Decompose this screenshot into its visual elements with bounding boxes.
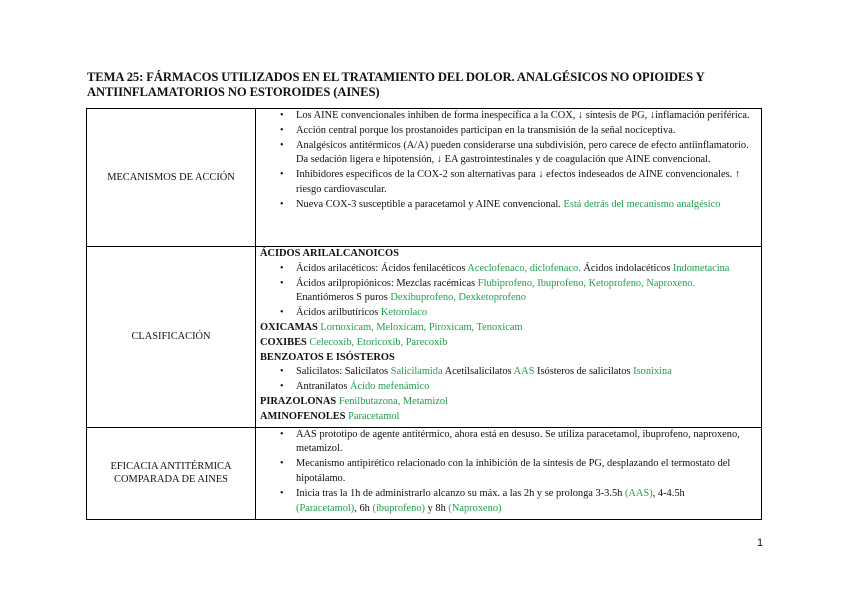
item-text: Ácidos arilbutíricos [296,307,379,319]
row-content-eficacia [256,427,762,519]
mecanismos-list [260,109,755,213]
drug-names: (AAS) [624,487,653,499]
drug-names: Paracetamol [348,410,400,422]
drug-names: (Paracetamol) [296,502,355,514]
list-item [296,306,755,321]
drug-names: AAS [513,366,535,378]
table-row-mecanismos [87,109,762,247]
drug-names: Flubiprofeno, Ibuprofeno, Ketoprofeno, Naproxeno. [477,277,696,289]
list-item [296,365,755,380]
drug-names: Ácido mefenámico [349,381,430,393]
drug-names: (ibuprofeno) [372,502,425,514]
group-heading: ÁCIDOS ARILALCANOICOS [260,248,399,259]
drug-names: (Naproxeno) [448,502,502,514]
list-item: • Mecanismo antipirético relacionado con la inhibición de la síntesis de PG, desplazando el termostato del hipotálamo. [296,457,755,487]
green-note: Está detrás del mecanismo analgésico [563,198,721,210]
item-text: Ácidos arilpropiónicos: Mezclas racémicas [296,277,476,289]
group-heading: AMINOFENOLES [260,410,346,422]
list-item: • Acción central porque los prostanoides participan en la transmisión de la señal nociceptiva. [296,124,755,139]
row-content-clasificacion [256,247,762,428]
drug-names: Fenilbutazona, Metamizol [338,395,448,407]
drug-names: Dexibuprofeno, Dexketoprofeno [390,292,527,304]
item-text: Salicilatos: Salicilatos [296,366,389,378]
group-heading: PIRAZOLONAS [260,395,337,407]
acidos-list [260,262,755,321]
page-number: 1 [757,537,764,549]
group-heading: OXICAMAS [260,321,318,333]
eficacia-list [260,428,755,517]
table-row-clasificacion [87,247,762,428]
coxibes-line [260,336,755,351]
drug-names: Lornoxicam, Meloxicam, Piroxicam, Tenoxicam [320,321,523,333]
row-label-mecanismos: MECANISMOS DE ACCIÓN [87,109,256,247]
item-text: , 6h [354,502,370,514]
list-item: • AAS prototipo de agente antitérmico, ahora está en desuso. Se utiliza paracetamol, ibuprofeno, naproxeno, metamizol. [296,428,755,458]
list-item: • Analgésicos antitérmicos (A/A) pueden considerarse una subdivisión, pero carece de efecto antiinflamatorio. Da sedación ligera e hipotensión, ↓ EA gastrointestinales y de coagulación que AINE convencional. [296,139,755,169]
item-text: Ácidos indolacéticos [583,262,671,274]
row-content-mecanismos [256,109,762,247]
list-item [296,277,755,307]
summary-table [86,108,762,520]
oxicamas-line [260,321,755,336]
list-item [296,487,755,517]
table-row-eficacia [87,427,762,519]
drug-names: Salicilamida [390,366,443,378]
item-text: , 4-4.5h [652,487,685,499]
list-item: • Inhibidores específicos de la COX-2 son alternativas para ↓ efectos indeseados de AINE convencionales. ↑ riesgo cardiovascular. [296,168,755,198]
benzoatos-list [260,365,755,395]
row-label-clasificacion: CLASIFICACIÓN [87,247,256,428]
list-item-text: Nueva COX-3 susceptible a paracetamol y AINE convencional. [296,198,561,210]
item-text: Inicia tras la 1h de administrarlo alcanzo su máx. a las 2h y se prolonga 3-3.5h [296,487,623,499]
item-text: Antranilatos [296,381,348,393]
drug-names: Indometacina [672,262,730,274]
item-text: y 8h [427,502,446,514]
drug-names: Aceclofenaco, diclofenaco. [467,262,581,274]
item-text: Isósteros de salicilatos [537,366,631,378]
pirazolonas-line [260,395,755,410]
page-title: TEMA 25: FÁRMACOS UTILIZADOS EN EL TRATAMIENTO DEL DOLOR. ANALGÉSICOS NO OPIOIDES Y ANTIINFLAMATORIOS NO ESTOROIDES (AINES) [87,70,705,99]
aminofenoles-line [260,410,755,425]
drug-names: Celecoxib, Etoricoxib, Parecoxib [309,336,448,348]
group-heading: COXIBES [260,336,307,348]
item-text: Enantiómeros S puros [296,292,388,304]
list-item [296,380,755,395]
list-item [296,262,755,277]
item-text: Ácidos arilacéticos: Ácidos fenilacéticos [296,262,466,274]
drug-names: Ketorolaco [380,307,428,319]
list-item: • Los AINE convencionales inhiben de forma inespecífica a la COX, ↓ síntesis de PG, ↓inflamación periférica. [296,109,755,124]
item-text: Acetilsalicilatos [444,366,512,378]
row-label-eficacia: EFICACIA ANTITÉRMICA COMPARADA DE AINES [87,427,256,519]
drug-names: Isonixina [633,366,672,378]
list-item [296,198,755,213]
group-heading: BENZOATOS E ISÓSTEROS [260,351,395,363]
